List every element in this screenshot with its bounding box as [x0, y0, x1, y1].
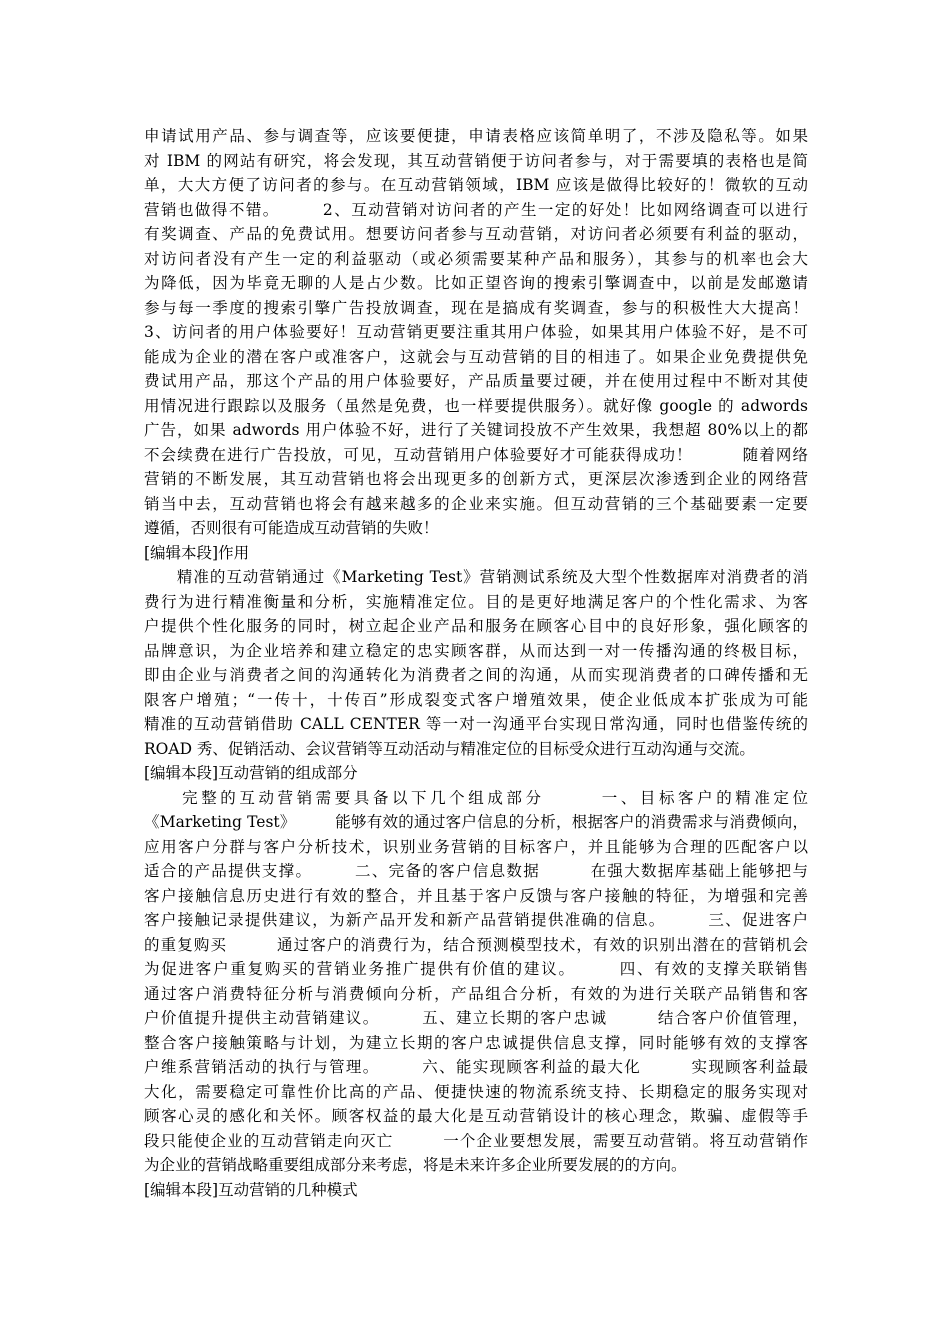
text-line: 销当中去，互动营销也将会有越来越多的企业来实施。但互动营销的三个基础要素一定要 [144, 494, 808, 513]
text-line: 适合的产品提供支撑。 二、完备的客户信息数据 在强大数据库基础上能够把与 [144, 862, 808, 880]
text-line: 通过客户消费特征分析与消费倾向分析，产品组合分析，有效的为进行关联产品销售和客 [144, 984, 808, 1003]
text-line: 申请试用产品、参与调查等，应该要便捷，申请表格应该简单明了，不涉及隐私等。如果 [144, 127, 808, 145]
text-line: 大化，需要稳定可靠性价比高的产品、便捷快速的物流系统支持、长期稳定的服务实现对 [144, 1082, 808, 1101]
text-line: 户价值提升提供主动营销建议。 五、建立长期的客户忠诚 结合客户价值管理， [144, 1009, 808, 1027]
paragraph-interaction-elements [144, 124, 808, 541]
text-line: ROAD 秀、促销活动、会议营销等互动活动与精准定位的目标受众进行互动沟通与交流。 [144, 739, 755, 758]
text-line: 的重复购买 通过客户的消费行为，结合预测模型技术，有效的识别出潜在的营销机会 [144, 935, 808, 954]
text-line: 即由企业与消费者之间的沟通转化为消费者之间的沟通，从而实现消费者的口碑传播和无 [144, 666, 808, 684]
text-line: 客户接触记录提供建议，为新产品开发和新产品营销提供准确的信息。 三、促进客户 [144, 911, 808, 929]
text-line: 营销的不断发展，其互动营销也将会出现更多的创新方式，更深层次渗透到企业的网络营 [144, 470, 808, 488]
text-line: 户维系营销活动的执行与管理。 六、能实现顾客利益的最大化 实现顾客利益最 [144, 1058, 808, 1076]
text-line: 为降低，因为毕竟无聊的人是占少数。比如正望咨询的搜索引擎调查中，以前是发邮邀请 [144, 274, 808, 292]
text-line: 限客户增殖；“一传十，十传百”形成裂变式客户增殖效果，使企业低成本扩张成为可能 [144, 690, 808, 709]
section-heading-components: [编辑本段]互动营销的组成部分 [144, 764, 358, 782]
text-line: 对 IBM 的网站有研究，将会发现，其互动营销便于访问者参与，对于需要填的表格也是简 [144, 151, 808, 170]
text-line: 精准的互动营销借助 CALL CENTER 等一对一沟通平台实现日常沟通，同时也借鉴传统的 [144, 715, 808, 733]
text-line: 为企业的营销战略重要组成部分来考虑，将是未来许多企业所要发展的的方向。 [144, 1156, 687, 1174]
paragraph-function [144, 565, 808, 761]
text-line: 能成为企业的潜在客户或准客户，这就会与互动营销的目的相违了。如果企业免费提供免 [144, 347, 808, 366]
section-heading-function: [编辑本段]作用 [144, 543, 250, 562]
text-line: 段只能使企业的互动营销走向灭亡 一个企业要想发展，需要互动营销。将互动营销作 [144, 1131, 808, 1150]
text-line: 《Marketing Test》 能够有效的通过客户信息的分析，根据客户的消费需求与消费倾向， [144, 813, 808, 831]
text-line: 整合客户接触策略与计划，为建立长期的客户忠诚提供信息支撑，同时能够有效的支撑客 [144, 1033, 808, 1052]
text-line: 3、访问者的用户体验要好！互动营销更要注重其用户体验，如果其用户体验不好，是不可 [144, 323, 808, 341]
text-line: 营销也做得不错。 2、互动营销对访问者的产生一定的好处！比如网络调查可以进行 [144, 200, 808, 219]
section-heading-modes: [编辑本段]互动营销的几种模式 [144, 1180, 358, 1199]
text-line: 有奖调查、产品的免费试用。想要访问者参与互动营销，对访问者必须要有利益的驱动， [144, 225, 808, 243]
text-line: 顾客心灵的感化和关怀。顾客权益的最大化是互动营销设计的核心理念，欺骗、虚假等手 [144, 1107, 808, 1125]
text-line: 完整的互动营销需要具备以下几个组成部分 一、目标客户的精准定位 [144, 788, 808, 807]
text-line: 参与每一季度的搜索引擎广告投放调查，现在是搞成有奖调查，参与的积极性大大提高！ [144, 298, 808, 317]
document-body [144, 124, 808, 1202]
text-line: 不会续费在进行广告投放，可见，互动营销用户体验要好才可能获得成功！ 随着网络 [144, 445, 808, 464]
text-line: 客户接触信息历史进行有效的整合，并且基于客户反馈与客户接触的特征，为增强和完善 [144, 886, 808, 905]
text-line: 用情况进行跟踪以及服务（虽然是免费，也一样要提供服务）。就好像 google 的 adwords [144, 396, 808, 415]
text-line: 精准的互动营销通过《Marketing Test》营销测试系统及大型个性数据库对消费者的消 [144, 568, 808, 586]
text-line: 户提供个性化服务的同时，树立起企业产品和服务在顾客心目中的良好形象，强化顾客的 [144, 617, 808, 635]
text-line: 为促进客户重复购买的营销业务推广提供有价值的建议。 四、有效的支撑关联销售 [144, 960, 808, 978]
text-line: 单，大大方便了访问者的参与。在互动营销领域，IBM 应该是做得比较好的！微软的互动 [144, 176, 808, 194]
text-line: 应用客户分群与客户分析技术，识别业务营销的目标客户，并且能够为合理的匹配客户以 [144, 837, 808, 856]
text-line: 品牌意识，为企业培养和建立稳定的忠实顾客群，从而达到一对一传播沟通的终极目标， [144, 641, 808, 660]
text-line: 广告，如果 adwords 用户体验不好，进行了关键词投放不产生效果，我想超 80%以上的都 [144, 421, 808, 439]
text-line: 费行为进行精准衡量和分析，实施精准定位。目的是更好地满足客户的个性化需求、为客 [144, 592, 808, 611]
paragraph-components [144, 786, 808, 1178]
text-line: 遵循，否则很有可能造成互动营销的失败！ [144, 519, 439, 537]
text-line: 费试用产品，那这个产品的用户体验要好，产品质量要过硬，并在使用过程中不断对其使 [144, 372, 808, 390]
text-line: 对访问者没有产生一定的利益驱动（或必须需要某种产品和服务），其参与的机率也会大 [144, 249, 808, 268]
